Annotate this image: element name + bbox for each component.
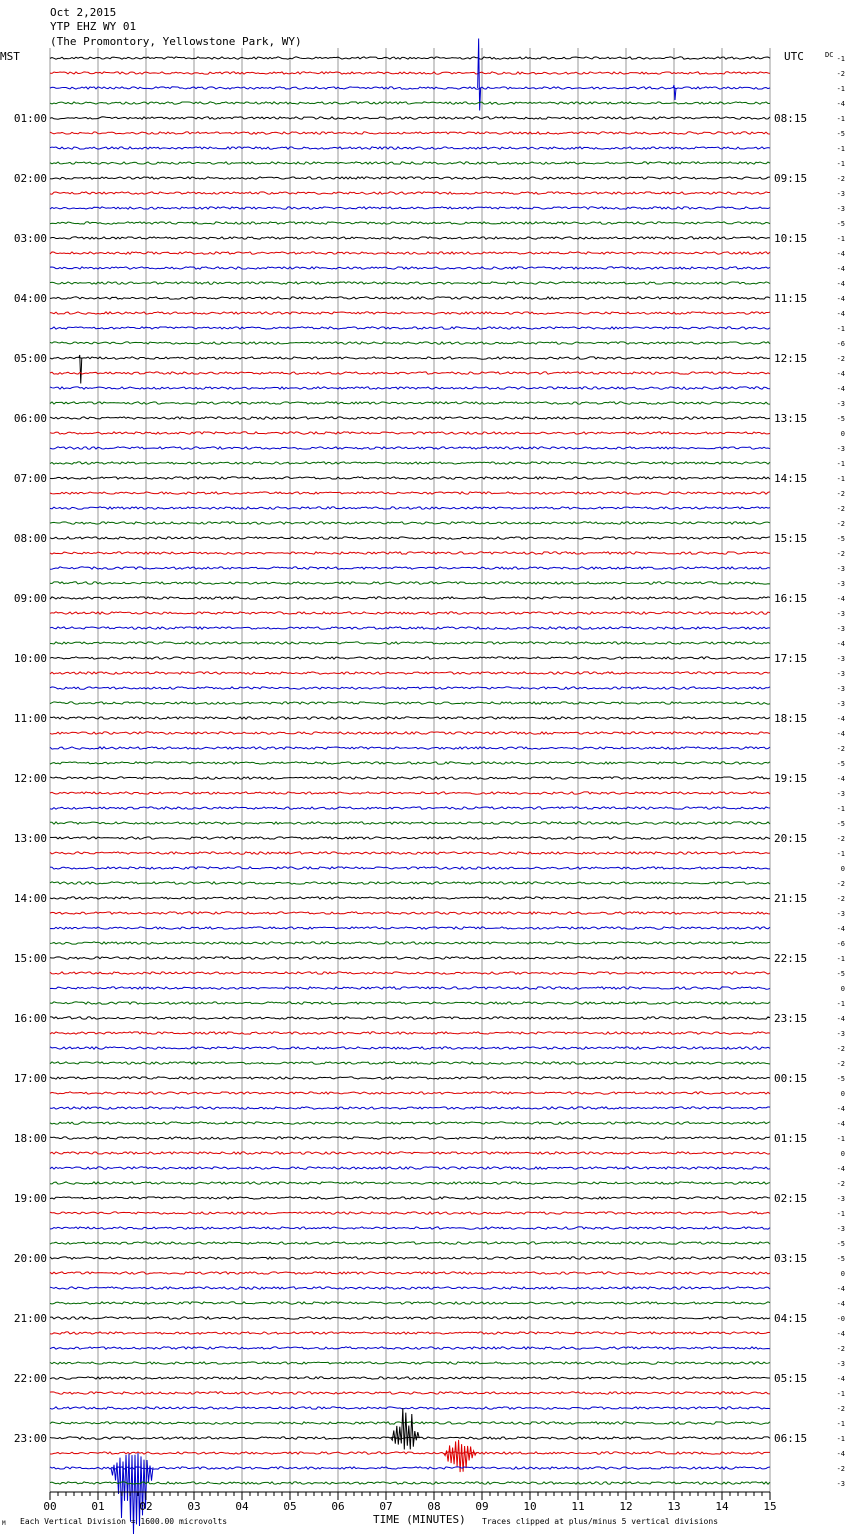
- dc-offset-label: -1: [836, 1135, 845, 1143]
- seismic-event-20-0: [79, 355, 82, 384]
- trace-row-51: [50, 822, 770, 824]
- dc-offset-label: -1: [836, 955, 845, 963]
- corner-mark: M: [2, 1520, 6, 1527]
- dc-offset-label: -4: [836, 1165, 845, 1173]
- trace-row-54: [50, 867, 770, 869]
- utc-label: UTC: [784, 50, 804, 63]
- mst-hour-label: 02:00: [13, 172, 47, 185]
- record-date: Oct 2,2015: [50, 6, 117, 19]
- dc-offset-label: -3: [836, 1480, 845, 1488]
- trace-row-90: [50, 1407, 770, 1409]
- dc-offset-label: -2: [836, 505, 845, 513]
- utc-hour-label: 02:15: [774, 1192, 808, 1205]
- trace-row-79: [50, 1242, 770, 1244]
- x-tick-label: 09: [475, 1500, 489, 1513]
- dc-offset-label: -5: [836, 1255, 845, 1263]
- dc-offset-label: -2: [836, 1060, 845, 1068]
- trace-row-44: [50, 717, 770, 719]
- trace-row-6: [50, 147, 770, 149]
- dc-offset-label: -3: [836, 565, 845, 573]
- trace-row-82: [50, 1287, 770, 1289]
- dc-offset-label: -5: [836, 415, 845, 423]
- dc-offset-label: -3: [836, 1225, 845, 1233]
- dc-offset-label: 0: [840, 865, 845, 873]
- dc-offset-label: -4: [836, 250, 845, 258]
- dc-offset-label: -2: [836, 70, 845, 78]
- dc-offset-label: -1: [836, 1000, 845, 1008]
- trace-row-22: [50, 387, 770, 389]
- trace-row-56: [50, 897, 770, 899]
- dc-offset-label: -4: [836, 730, 845, 738]
- dc-offset-label: -3: [836, 910, 845, 918]
- utc-hour-label: 15:15: [774, 532, 808, 545]
- dc-offset-label: -1: [836, 115, 845, 123]
- dc-offset-label: -1: [836, 1390, 845, 1398]
- mst-hour-label: 23:00: [13, 1432, 47, 1445]
- dc-offset-label: -1: [836, 1420, 845, 1428]
- dc-offset-label: -5: [836, 220, 845, 228]
- dc-offset-label: -3: [836, 655, 845, 663]
- trace-row-29: [50, 492, 770, 494]
- trace-row-45: [50, 732, 770, 734]
- dc-offset-label: -2: [836, 745, 845, 753]
- trace-row-1: [50, 72, 770, 74]
- dc-offset-label: -2: [836, 1465, 845, 1473]
- dc-offset-label: -2: [836, 1045, 845, 1053]
- dc-offset-label: -2: [836, 1180, 845, 1188]
- dc-offset-label: -1: [836, 160, 845, 168]
- dc-offset-label: -5: [836, 1075, 845, 1083]
- trace-row-76: [50, 1197, 770, 1199]
- dc-offset-label: -3: [836, 625, 845, 633]
- dc-offset-label: -1: [836, 1210, 845, 1218]
- x-tick-label: 13: [667, 1500, 681, 1513]
- dc-offset-label: -4: [836, 715, 845, 723]
- dc-offset-label: -4: [836, 265, 845, 273]
- dc-offset-label: -2: [836, 490, 845, 498]
- x-tick-label: 00: [43, 1500, 57, 1513]
- trace-row-20: [50, 357, 770, 359]
- trace-row-37: [50, 612, 770, 614]
- dc-offset-label: -4: [836, 370, 845, 378]
- utc-hour-label: 12:15: [774, 352, 808, 365]
- dc-offset-label: -4: [836, 1300, 845, 1308]
- trace-row-27: [50, 462, 770, 464]
- dc-offset-label: -3: [836, 700, 845, 708]
- dc-offset-label: -5: [836, 760, 845, 768]
- x-tick-label: 03: [187, 1500, 201, 1513]
- dc-offset-label: -2: [836, 550, 845, 558]
- dc-offset-label: -1: [836, 475, 845, 483]
- dc-offset-label: -4: [836, 295, 845, 303]
- mst-hour-label: 08:00: [13, 532, 47, 545]
- trace-row-39: [50, 642, 770, 644]
- trace-row-23: [50, 402, 770, 404]
- trace-row-62: [50, 987, 770, 989]
- trace-row-81: [50, 1272, 770, 1274]
- utc-hour-label: 13:15: [774, 412, 808, 425]
- x-tick-label: 12: [619, 1500, 633, 1513]
- dc-offset-label: -4: [836, 595, 845, 603]
- dc-offset-label: 0: [840, 1270, 845, 1278]
- trace-row-67: [50, 1062, 770, 1064]
- scale-note: Each Vertical Division = 1600.00 microvolts: [20, 1517, 228, 1526]
- dc-offset-label: -3: [836, 1030, 845, 1038]
- trace-row-41: [50, 672, 770, 674]
- mst-hour-label: 22:00: [13, 1372, 47, 1385]
- dc-offset-label: -3: [836, 790, 845, 798]
- trace-row-86: [50, 1347, 770, 1349]
- x-tick-label: 14: [715, 1500, 729, 1513]
- utc-hour-label: 09:15: [774, 172, 808, 185]
- trace-row-9: [50, 192, 770, 194]
- trace-row-95: [50, 1482, 770, 1484]
- mst-hour-label: 09:00: [13, 592, 47, 605]
- trace-row-49: [50, 792, 770, 794]
- trace-row-12: [50, 237, 770, 239]
- trace-row-73: [50, 1152, 770, 1154]
- trace-row-10: [50, 207, 770, 209]
- mst-hour-label: 16:00: [13, 1012, 47, 1025]
- trace-row-0: [50, 57, 770, 59]
- trace-row-33: [50, 552, 770, 554]
- dc-offset-label: -4: [836, 1120, 845, 1128]
- utc-hour-label: 19:15: [774, 772, 808, 785]
- mst-hour-label: 19:00: [13, 1192, 47, 1205]
- x-tick-label: 04: [235, 1500, 249, 1513]
- dc-offset-label: -2: [836, 520, 845, 528]
- dc-offset-label: -1: [836, 55, 845, 63]
- trace-row-78: [50, 1227, 770, 1229]
- dc-offset-label: -1: [836, 1435, 845, 1443]
- station-id: YTP EHZ WY 01: [50, 20, 137, 33]
- trace-row-64: [50, 1017, 770, 1019]
- dc-offset-label: -4: [836, 385, 845, 393]
- trace-row-38: [50, 627, 770, 629]
- trace-row-58: [50, 927, 770, 929]
- dc-offset-label: 0: [840, 430, 845, 438]
- utc-hour-label: 00:15: [774, 1072, 808, 1085]
- trace-row-32: [50, 537, 770, 539]
- trace-row-74: [50, 1167, 770, 1169]
- mst-label: MST: [0, 50, 20, 63]
- trace-row-28: [50, 477, 770, 479]
- x-tick-label: 02: [139, 1500, 153, 1513]
- trace-row-16: [50, 297, 770, 299]
- trace-row-63: [50, 1002, 770, 1004]
- mst-hour-label: 20:00: [13, 1252, 47, 1265]
- dc-offset-label: 0: [840, 985, 845, 993]
- dc-offset-label: -4: [836, 1015, 845, 1023]
- utc-hour-label: 01:15: [774, 1132, 808, 1145]
- mst-hour-label: 15:00: [13, 952, 47, 965]
- trace-row-50: [50, 807, 770, 809]
- trace-row-65: [50, 1032, 770, 1034]
- x-tick-label: 08: [427, 1500, 441, 1513]
- trace-row-30: [50, 507, 770, 509]
- trace-row-15: [50, 282, 770, 284]
- x-tick-label: 11: [571, 1500, 585, 1513]
- x-tick-label: 15: [763, 1500, 777, 1513]
- utc-hour-label: 23:15: [774, 1012, 808, 1025]
- trace-row-5: [50, 132, 770, 134]
- dc-offset-label: -4: [836, 1375, 845, 1383]
- seismic-event-92-0: [391, 1408, 420, 1449]
- trace-row-26: [50, 447, 770, 449]
- mst-hour-label: 12:00: [13, 772, 47, 785]
- trace-row-34: [50, 567, 770, 569]
- mst-hour-label: 05:00: [13, 352, 47, 365]
- trace-row-19: [50, 342, 770, 344]
- trace-row-68: [50, 1077, 770, 1079]
- trace-row-4: [50, 117, 770, 119]
- x-tick-label: 07: [379, 1500, 393, 1513]
- dc-offset-label: -0: [836, 1315, 845, 1323]
- utc-hour-label: 20:15: [774, 832, 808, 845]
- trace-row-3: [50, 102, 770, 104]
- trace-row-52: [50, 837, 770, 839]
- dc-offset-label: -4: [836, 1330, 845, 1338]
- dc-offset-label: -4: [836, 640, 845, 648]
- trace-row-87: [50, 1362, 770, 1364]
- trace-row-84: [50, 1317, 770, 1319]
- trace-row-85: [50, 1332, 770, 1334]
- mst-hour-label: 14:00: [13, 892, 47, 905]
- trace-row-71: [50, 1122, 770, 1124]
- trace-row-61: [50, 972, 770, 974]
- dc-offset-label: -3: [836, 190, 845, 198]
- trace-row-57: [50, 912, 770, 914]
- dc-offset-label: -5: [836, 535, 845, 543]
- dc-offset-label: -5: [836, 1240, 845, 1248]
- mst-hour-label: 04:00: [13, 292, 47, 305]
- trace-row-75: [50, 1182, 770, 1184]
- dc-offset-label: -1: [836, 850, 845, 858]
- utc-hour-label: 17:15: [774, 652, 808, 665]
- utc-hour-label: 10:15: [774, 232, 808, 245]
- dc-offset-label: -3: [836, 670, 845, 678]
- trace-row-42: [50, 687, 770, 689]
- mst-hour-label: 21:00: [13, 1312, 47, 1325]
- dc-offset-label: -3: [836, 205, 845, 213]
- trace-row-18: [50, 327, 770, 329]
- trace-row-36: [50, 597, 770, 599]
- trace-row-46: [50, 747, 770, 749]
- trace-row-25: [50, 432, 770, 434]
- dc-offset-label: -4: [836, 100, 845, 108]
- trace-row-8: [50, 177, 770, 179]
- utc-hour-label: 04:15: [774, 1312, 808, 1325]
- trace-row-11: [50, 222, 770, 224]
- mst-hour-label: 06:00: [13, 412, 47, 425]
- seismic-event-2-1: [673, 85, 676, 100]
- trace-row-88: [50, 1377, 770, 1379]
- trace-row-7: [50, 162, 770, 164]
- dc-offset-label: -2: [836, 355, 845, 363]
- utc-hour-label: 18:15: [774, 712, 808, 725]
- dc-offset-label: -5: [836, 130, 845, 138]
- trace-row-66: [50, 1047, 770, 1049]
- utc-hour-label: 08:15: [774, 112, 808, 125]
- trace-row-80: [50, 1257, 770, 1259]
- trace-row-2: [50, 87, 770, 89]
- trace-row-21: [50, 372, 770, 374]
- x-tick-label: 10: [523, 1500, 537, 1513]
- dc-offset-label: -4: [836, 925, 845, 933]
- trace-row-70: [50, 1107, 770, 1109]
- utc-hour-label: 21:15: [774, 892, 808, 905]
- station-location: (The Promontory, Yellowstone Park, WY): [50, 35, 302, 48]
- dc-offset-label: -5: [836, 820, 845, 828]
- dc-offset-label: -3: [836, 400, 845, 408]
- dc-offset-label: 0: [840, 1090, 845, 1098]
- mst-hour-label: 03:00: [13, 232, 47, 245]
- mst-hour-label: 10:00: [13, 652, 47, 665]
- dc-offset-label: -1: [836, 85, 845, 93]
- clip-note: Traces clipped at plus/minus 5 vertical divisions: [482, 1517, 719, 1526]
- trace-row-14: [50, 267, 770, 269]
- trace-row-91: [50, 1422, 770, 1424]
- trace-row-24: [50, 417, 770, 419]
- trace-row-93: [50, 1452, 770, 1454]
- trace-row-59: [50, 942, 770, 944]
- utc-hour-label: 22:15: [774, 952, 808, 965]
- trace-row-72: [50, 1137, 770, 1139]
- trace-row-53: [50, 852, 770, 854]
- mst-hour-label: 07:00: [13, 472, 47, 485]
- dc-offset-label: -4: [836, 310, 845, 318]
- trace-row-35: [50, 582, 770, 584]
- dc-offset-label: -3: [836, 580, 845, 588]
- trace-row-31: [50, 522, 770, 524]
- dc-offset-label: -3: [836, 610, 845, 618]
- dc-offset-label: -3: [836, 1360, 845, 1368]
- dc-offset-label: -1: [836, 325, 845, 333]
- dc-offset-label: -3: [836, 445, 845, 453]
- dc-offset-label: -1: [836, 460, 845, 468]
- dc-offset-label: -2: [836, 895, 845, 903]
- dc-offset-label: -1: [836, 805, 845, 813]
- dc-offset-label: -4: [836, 1105, 845, 1113]
- trace-row-77: [50, 1212, 770, 1214]
- trace-row-55: [50, 882, 770, 884]
- dc-offset-label: -5: [836, 970, 845, 978]
- trace-row-43: [50, 702, 770, 704]
- trace-row-40: [50, 657, 770, 659]
- mst-hour-label: 01:00: [13, 112, 47, 125]
- dc-offset-label: -2: [836, 835, 845, 843]
- dc-offset-label: -6: [836, 340, 845, 348]
- dc-offset-label: -2: [836, 1405, 845, 1413]
- utc-hour-label: 06:15: [774, 1432, 808, 1445]
- dc-offset-label: -2: [836, 175, 845, 183]
- trace-row-47: [50, 762, 770, 764]
- seismic-event-2-0: [478, 39, 481, 111]
- dc-offset-label: -6: [836, 940, 845, 948]
- mst-hour-label: 13:00: [13, 832, 47, 845]
- dc-offset-label: -4: [836, 280, 845, 288]
- dc-offset-label: -4: [836, 1450, 845, 1458]
- x-tick-label: 05: [283, 1500, 297, 1513]
- trace-row-60: [50, 957, 770, 959]
- dc-offset-label: -4: [836, 1285, 845, 1293]
- dc-offset-label: -3: [836, 1195, 845, 1203]
- utc-hour-label: 16:15: [774, 592, 808, 605]
- dc-offset-label: 0: [840, 1150, 845, 1158]
- trace-row-83: [50, 1302, 770, 1304]
- utc-hour-label: 11:15: [774, 292, 808, 305]
- dc-offset-label: -3: [836, 685, 845, 693]
- x-tick-label: 01: [91, 1500, 105, 1513]
- dc-offset-label: -4: [836, 775, 845, 783]
- utc-hour-label: 05:15: [774, 1372, 808, 1385]
- dc-offset-label: -1: [836, 235, 845, 243]
- trace-row-17: [50, 312, 770, 314]
- trace-row-89: [50, 1392, 770, 1394]
- dc-label: DC: [825, 51, 834, 59]
- dc-offset-label: -1: [836, 145, 845, 153]
- dc-offset-label: -2: [836, 1345, 845, 1353]
- x-axis-title: TIME (MINUTES): [373, 1513, 466, 1526]
- trace-row-69: [50, 1092, 770, 1094]
- mst-hour-label: 11:00: [13, 712, 47, 725]
- utc-hour-label: 03:15: [774, 1252, 808, 1265]
- utc-hour-label: 14:15: [774, 472, 808, 485]
- trace-row-94: [50, 1467, 770, 1469]
- mst-hour-label: 18:00: [13, 1132, 47, 1145]
- trace-row-13: [50, 252, 770, 254]
- dc-offset-label: -2: [836, 880, 845, 888]
- x-tick-label: 06: [331, 1500, 345, 1513]
- trace-row-48: [50, 777, 770, 779]
- mst-hour-label: 17:00: [13, 1072, 47, 1085]
